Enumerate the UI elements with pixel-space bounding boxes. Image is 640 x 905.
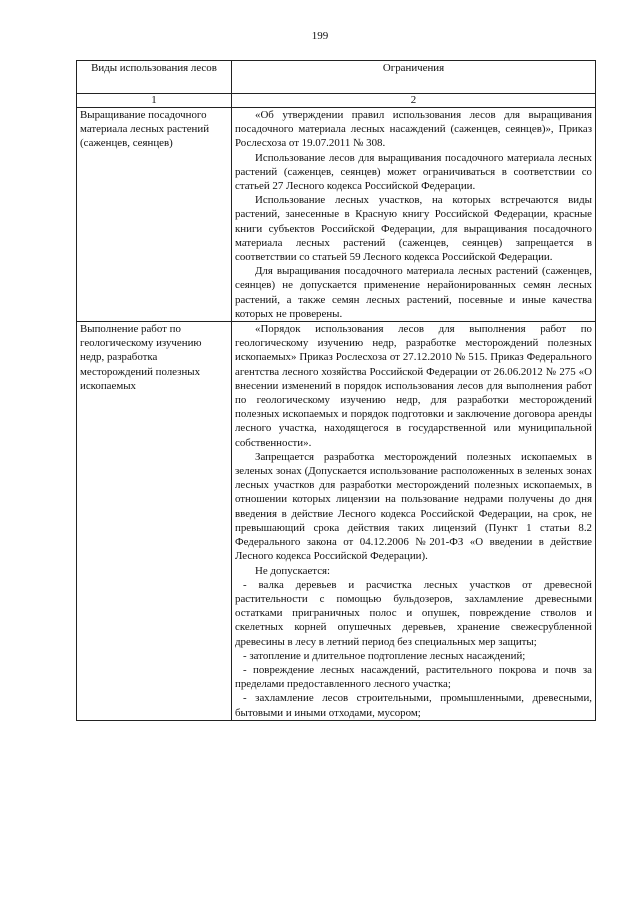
table-row xyxy=(77,108,596,322)
restriction-paragraph: Запрещается разработка месторождений полезных ископаемых в зеленых зонах (Допускается использование расположенных в зеленых зонах лесных участков для разработки месторождений полезных ископаемых, в отношении которых лицензии на пользование недрами получены до дня введения в действие Лесного кодекса Российской Федерации, на срок, не превышающий срока действия таких лицензий (Пункт 1 статьи 8.2 Федерального закона от 04.12.2006 №201-ФЗ «О введении в действие Лесного кодекса Российской Федерации). xyxy=(235,450,592,563)
restrictions-table xyxy=(76,60,596,721)
restriction-list-item: - затопление и длительное подтопление лесных насаждений; xyxy=(243,649,526,662)
forest-use-cell: Выполнение работ по геологическому изучению недр, разработка месторождений полезных ископаемых xyxy=(77,322,232,721)
column-number-2: 2 xyxy=(232,94,596,108)
restriction-paragraph: Для выращивания посадочного материала лесных растений (саженцев, сеянцев) не допускается применение нерайонированных семян лесных растений, а также семян лесных растений, посевные и иные качества которых не проверены. xyxy=(235,265,592,320)
restriction-list-item: - захламление лесов строительными, промышленными, древесными, бытовыми и иными отходами, мусором; xyxy=(235,692,592,719)
restrictions-cell xyxy=(232,322,596,721)
restriction-paragraph: Не допускается: xyxy=(255,564,331,577)
column-numbering-row xyxy=(77,94,596,108)
restriction-paragraph: «Об утверждении правил использования лесов для выращивания посадочного материала лесных насаждений (саженцев, сеянцев)», Приказ Рослесхоза от 19.07.2011 № 308. xyxy=(235,109,592,150)
restriction-paragraph: «Порядок использования лесов для выполнения работ по геологическому изучению недр, разработке месторождений полезных ископаемых» Приказ Рослесхоза от 27.12.2010 № 515. Приказ Федерального агентства лесного хозяйства Российской Федерации от 26.06.2012 № 275 «О внесении изменений в порядок использования лесов для выполнения работ по геологическому изучению недр, для разработки месторождений полезных ископаемых и порядок подготовки и заключение договора аренды лесного участка, находящегося в государственной или муниципальной собственности». xyxy=(235,323,592,449)
restrictions-cell xyxy=(232,108,596,322)
header-restrictions: Ограничения xyxy=(232,61,596,94)
table-row xyxy=(77,322,596,721)
restriction-list-item: - валка деревьев и расчистка лесных участков от древесной растительности с помощью бульдозеров, захламление древесными остатками приграничных полос и опушек, повреждение стволов и скелетных корней опушечных деревьев, хранение свежесрубленной древесины в лесу в летний период без специальных мер защиты; xyxy=(235,578,592,648)
forest-use-cell: Выращивание посадочного материала лесных растений (саженцев, сеянцев) xyxy=(77,108,232,322)
table-header-row xyxy=(77,61,596,94)
restriction-paragraph: Использование лесов для выращивания посадочного материала лесных растений (саженцев, сеянцев) может ограничиваться в соответствии со статьей 27 Лесного кодекса Российской Федерации. xyxy=(235,151,592,193)
column-number-1: 1 xyxy=(77,94,232,108)
page-number: 199 xyxy=(311,30,329,42)
restriction-list-item: - повреждение лесных насаждений, растительного покрова и почв за пределами предоставленного лесного участка; xyxy=(235,663,592,691)
restriction-paragraph: Использование лесных участков, на которых встречаются виды растений, занесенные в Красную книгу Российской Федерации, красные книги субъектов Российской Федерации, для выращивания посадочного материала лесных растений (саженцев, сеянцев) запрещается в соответствии со статьей 59 Лесного кодекса Российской Федерации. xyxy=(235,194,592,264)
header-forest-use: Виды использования лесов xyxy=(77,61,232,94)
